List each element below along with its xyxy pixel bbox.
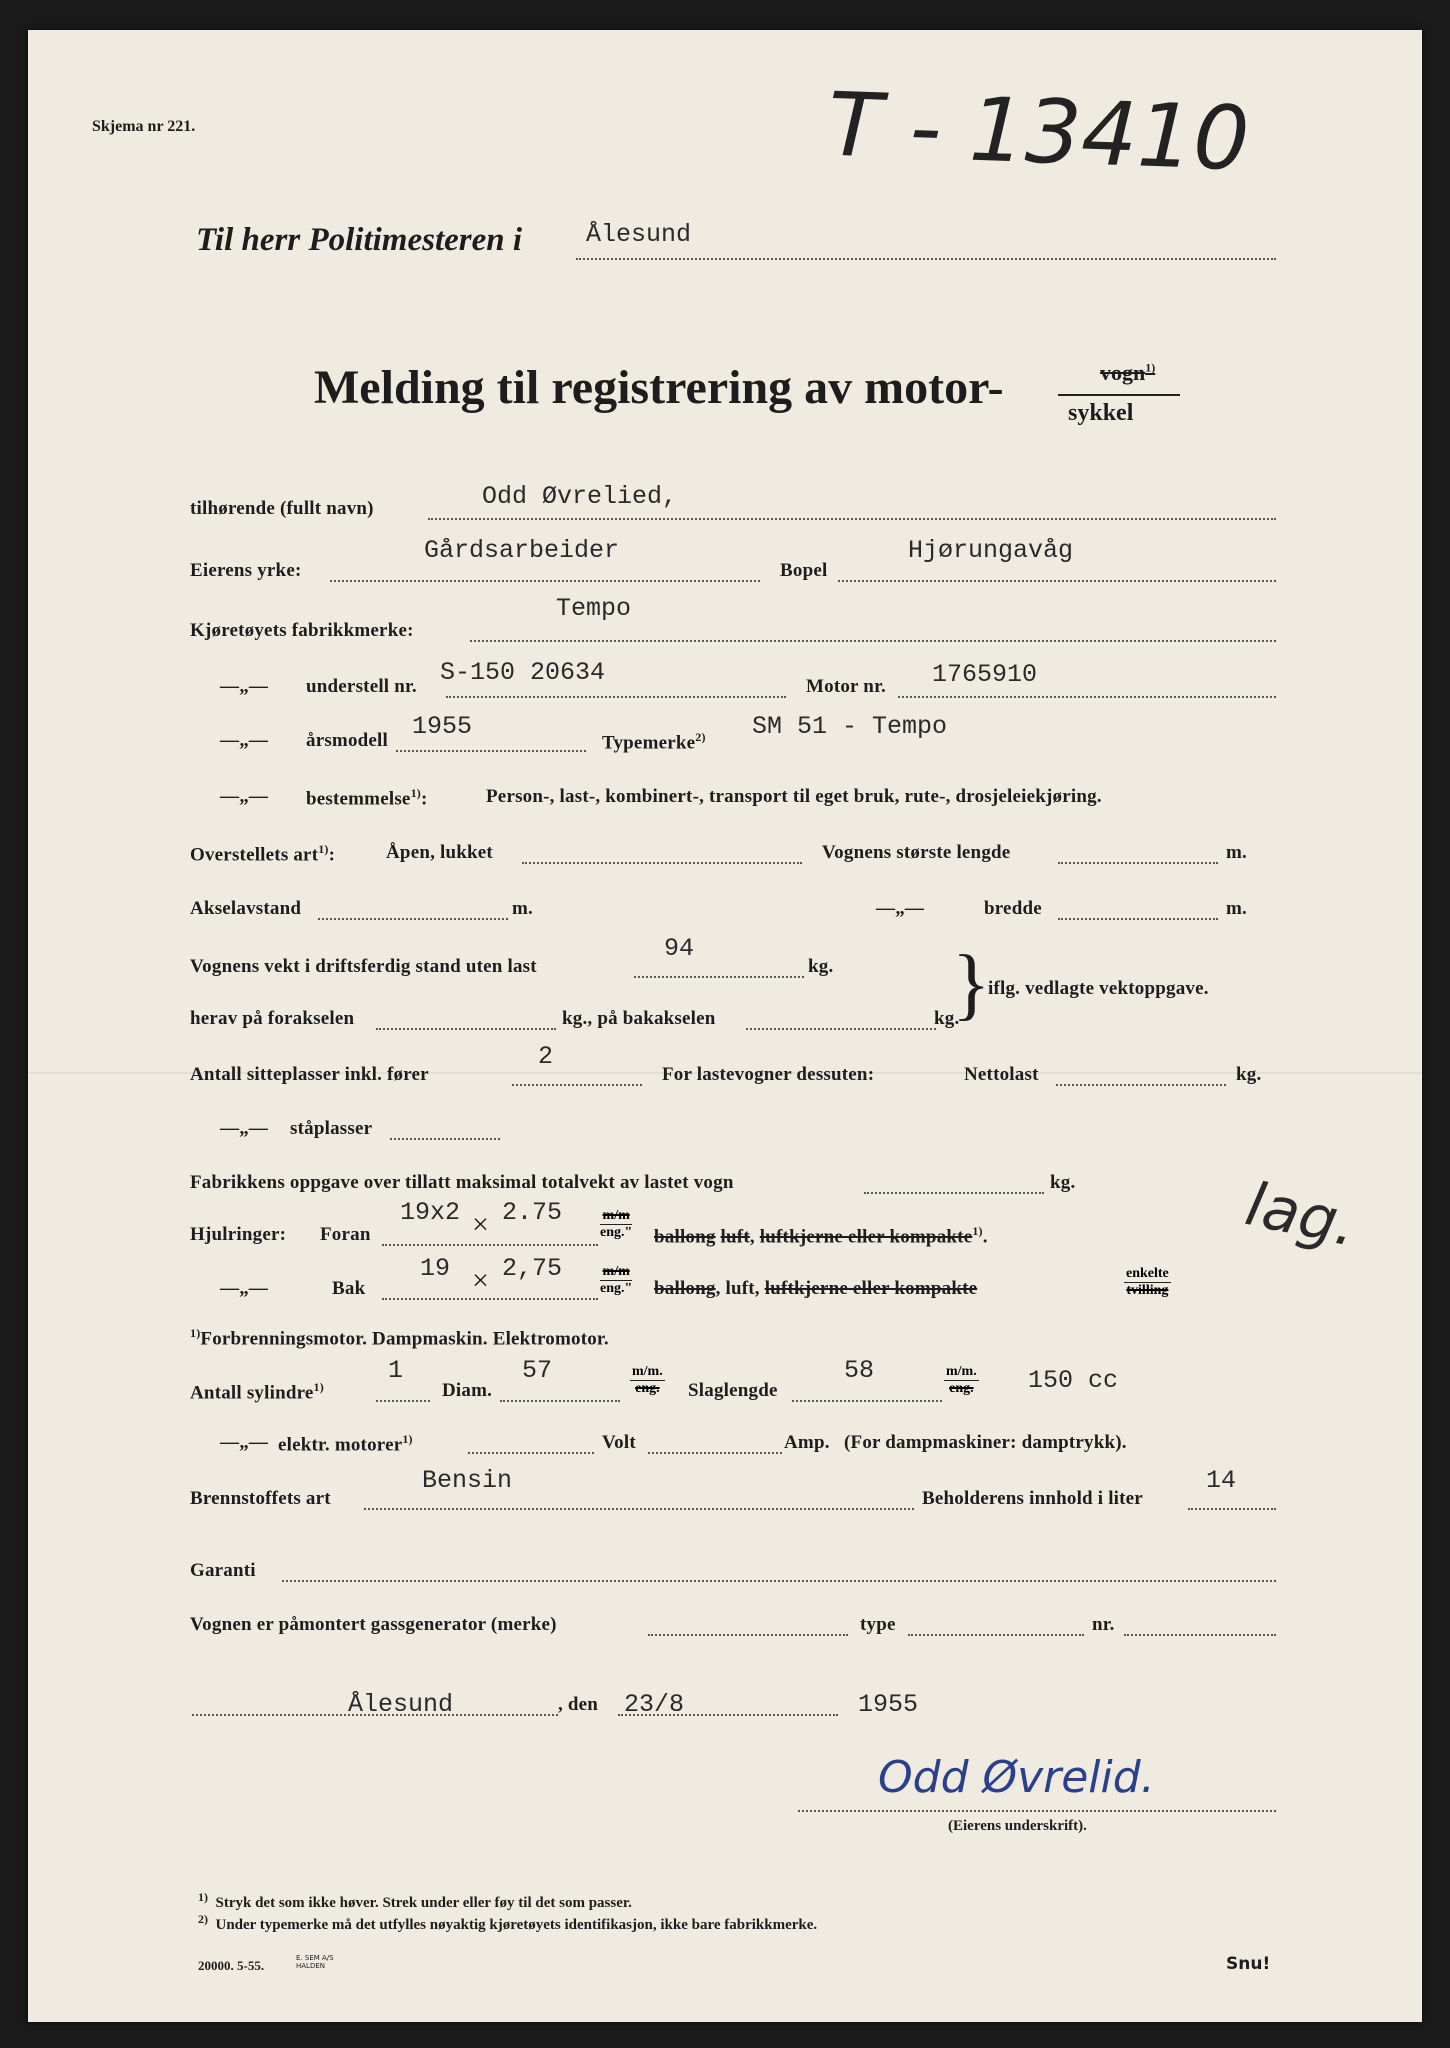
model-year-line	[396, 750, 586, 752]
tank-label: Beholderens innhold i liter	[922, 1488, 1143, 1509]
chassis-line	[446, 696, 786, 698]
owner-name-line	[428, 518, 1276, 520]
chassis-label: understell nr.	[306, 676, 417, 697]
owner-name-label: tilhørende (fullt navn)	[190, 498, 374, 519]
width-label: bredde	[984, 898, 1042, 919]
front-axle-label: herav på forakselen	[190, 1008, 355, 1029]
cylinders: 1	[388, 1356, 404, 1385]
cylinders-label: Antall sylindre$^{1)}$	[190, 1380, 324, 1404]
rear-tire-a: 19	[420, 1254, 451, 1283]
fuel-type: Bensin	[422, 1466, 513, 1495]
tires-label: Hjulringer:	[190, 1224, 287, 1245]
footnote-2: $^{2)}$ Under typemerke må det utfylles nøyaktig kjøretøyets identifikasjon, ikke bare fabrikkmerke.	[198, 1912, 818, 1933]
max-weight-label: Fabrikkens oppgave over tillatt maksimal totalvekt av lastet vogn	[190, 1172, 734, 1193]
rear-axle-label: kg., på bakakselen	[562, 1008, 716, 1029]
addressee-label: Til herr Politimesteren i	[196, 222, 523, 258]
standing-label: ståplasser	[290, 1118, 373, 1139]
date: 23/8	[624, 1690, 685, 1719]
make-line	[470, 640, 1276, 642]
length-line	[1058, 862, 1218, 864]
dash-mark: —„—	[220, 786, 269, 807]
weight-brace: }	[952, 940, 991, 1028]
rear-tire-line	[382, 1298, 598, 1300]
body-line	[522, 862, 802, 864]
front-tire-label: Foran	[320, 1224, 371, 1245]
unit-label: m.	[1226, 898, 1247, 919]
rear-tire-config: enkelte tvilling	[1126, 1266, 1169, 1298]
form-number: Skjema nr 221.	[92, 118, 196, 135]
diameter-unit: m/m. eng.	[632, 1364, 663, 1396]
front-tire-a: 19x2	[400, 1198, 461, 1227]
cylinders-line	[376, 1400, 430, 1402]
unit-label: m.	[512, 898, 533, 919]
model-year: 1955	[412, 712, 473, 741]
front-axle-line	[376, 1028, 556, 1030]
stroke-line	[792, 1400, 942, 1402]
gas-generator-line	[648, 1634, 848, 1636]
seats-label: Antall sitteplasser inkl. fører	[190, 1064, 429, 1085]
printer-name: E. SEM A/S HALDEN	[296, 1954, 334, 1970]
motor-label: Motor nr.	[806, 676, 886, 697]
gas-nr-line	[1124, 1634, 1276, 1636]
standing-line	[390, 1138, 500, 1140]
warranty-line	[282, 1580, 1276, 1582]
purpose-options: Person-, last-, kombinert-, transport til eget bruk, rute-, drosjeleiekjøring.	[486, 786, 1102, 807]
owner-name: Odd Øvrelied,	[482, 482, 678, 511]
title-option-sykkel: sykkel	[1068, 400, 1134, 426]
gas-type-label: type	[860, 1614, 896, 1635]
times-sign: ×	[472, 1264, 489, 1297]
unit-label: kg.	[934, 1008, 960, 1029]
net-load-label: Nettolast	[964, 1064, 1039, 1085]
volt-label: Volt	[602, 1432, 636, 1453]
dash-mark: —„—	[220, 676, 269, 697]
weight-note: iflg. vedlagte vektoppgave.	[988, 978, 1209, 999]
electric-motors-label: elektr. motorer$^{1)}$	[278, 1432, 413, 1456]
make: Tempo	[556, 594, 632, 623]
owner-signature: Odd Øvrelid.	[878, 1752, 1155, 1803]
type-value: SM 51 - Tempo	[752, 712, 948, 741]
dash-mark: —„—	[220, 730, 269, 751]
diameter-label: Diam.	[442, 1380, 493, 1401]
wheelbase-label: Akselavstand	[190, 898, 302, 919]
make-label: Kjøretøyets fabrikkmerke:	[190, 620, 414, 641]
place: Ålesund	[348, 1690, 454, 1719]
gas-nr-label: nr.	[1092, 1614, 1115, 1635]
handwritten-reference: T - 13410	[826, 72, 1252, 191]
diameter-line	[500, 1400, 620, 1402]
weight-line	[634, 976, 804, 978]
amp-label: Amp.	[784, 1432, 830, 1453]
margin-note: lag.	[1239, 1169, 1363, 1261]
dash-mark: —„—	[220, 1278, 269, 1299]
seats: 2	[538, 1042, 554, 1071]
signature-line	[798, 1810, 1276, 1812]
form-title: Melding til registrering av motor-	[314, 361, 1004, 414]
seats-line	[512, 1084, 642, 1086]
occupation: Gårdsarbeider	[424, 536, 620, 565]
unit-label: kg.	[1236, 1064, 1262, 1085]
stroke-unit: m/m. eng.	[946, 1364, 977, 1396]
chassis-number: S-150 20634	[440, 658, 606, 687]
residence-label: Bopel	[780, 560, 828, 581]
tank-capacity: 14	[1206, 1466, 1237, 1495]
type-label: Typemerke$^{2)}$	[602, 730, 706, 754]
truck-label: For lastevogner dessuten:	[662, 1064, 875, 1085]
tank-line	[1188, 1508, 1276, 1510]
dash-mark: —„—	[876, 898, 925, 919]
residence: Hjørungavåg	[908, 536, 1074, 565]
addressee-city: Ålesund	[586, 220, 692, 249]
title-fraction-bar	[1058, 394, 1180, 396]
electric-motors-line	[468, 1452, 594, 1454]
rear-tire-unit: m/m eng."	[600, 1264, 633, 1296]
engine-types: $^{1)}$Forbrenningsmotor. Dampmaskin. Elektromotor.	[190, 1326, 609, 1350]
gas-type-line	[908, 1634, 1084, 1636]
dash-mark: —„—	[220, 1118, 269, 1139]
width-line	[1058, 918, 1218, 920]
rear-axle-line	[746, 1028, 936, 1030]
residence-line	[838, 580, 1276, 582]
wheelbase-line	[318, 918, 508, 920]
unit-label: kg.	[1050, 1172, 1076, 1193]
front-tire-spec: ballong luft, luftkjerne eller kompakte$^{1)}$.	[654, 1224, 988, 1248]
motor-line	[898, 696, 1276, 698]
fuel-label: Brennstoffets art	[190, 1488, 331, 1509]
unit-label: m.	[1226, 842, 1247, 863]
body-options: Åpen, lukket	[386, 842, 493, 863]
footnote-1: $^{1)}$ Stryk det som ikke høver. Strek under eller føy til det som passer.	[198, 1890, 632, 1911]
signature-caption: (Eierens underskrift).	[948, 1818, 1087, 1834]
warranty-label: Garanti	[190, 1560, 256, 1581]
net-load-line	[1056, 1084, 1226, 1086]
rear-tire-spec: ballong, luft, luftkjerne eller kompakte	[654, 1278, 978, 1299]
rear-tire-label: Bak	[332, 1278, 366, 1299]
length-label: Vognens største lengde	[822, 842, 1011, 863]
engine-volume: 150 cc	[1028, 1366, 1119, 1395]
gas-generator-label: Vognen er påmontert gassgenerator (merke)	[190, 1614, 557, 1635]
printer-info: 20000. 5-55.	[198, 1958, 265, 1973]
year: 1955	[858, 1690, 919, 1719]
purpose-label: bestemmelse$^{1)}$:	[306, 786, 428, 810]
form-paper	[28, 30, 1422, 2022]
times-sign: ×	[472, 1208, 489, 1241]
volt-line	[648, 1452, 782, 1454]
turn-page: Snu!	[1226, 1954, 1271, 1974]
front-tire-line	[382, 1244, 598, 1246]
weight-label: Vognens vekt i driftsferdig stand uten last	[190, 956, 537, 977]
diameter: 57	[522, 1356, 553, 1385]
occupation-label: Eierens yrke:	[190, 560, 302, 581]
model-year-label: årsmodell	[306, 730, 389, 751]
max-weight-line	[864, 1192, 1044, 1194]
body-label: Overstellets art$^{1)}$:	[190, 842, 336, 866]
stroke-label: Slaglengde	[688, 1380, 778, 1401]
unit-label: kg.	[808, 956, 834, 977]
stroke: 58	[844, 1356, 875, 1385]
rear-tire-b: 2,75	[502, 1254, 563, 1283]
occupation-line	[330, 580, 760, 582]
motor-number: 1765910	[932, 660, 1038, 689]
title-option-vogn: vogn$^{1)}$	[1100, 360, 1156, 385]
front-tire-b: 2.75	[502, 1198, 563, 1227]
dash-mark: —„—	[220, 1432, 269, 1453]
front-tire-unit: m/m eng."	[600, 1208, 633, 1240]
date-label: , den	[558, 1694, 599, 1715]
fuel-line	[364, 1508, 914, 1510]
weight: 94	[664, 934, 695, 963]
steam-label: (For dampmaskiner: damptrykk).	[844, 1432, 1127, 1453]
addressee-line	[576, 258, 1276, 260]
